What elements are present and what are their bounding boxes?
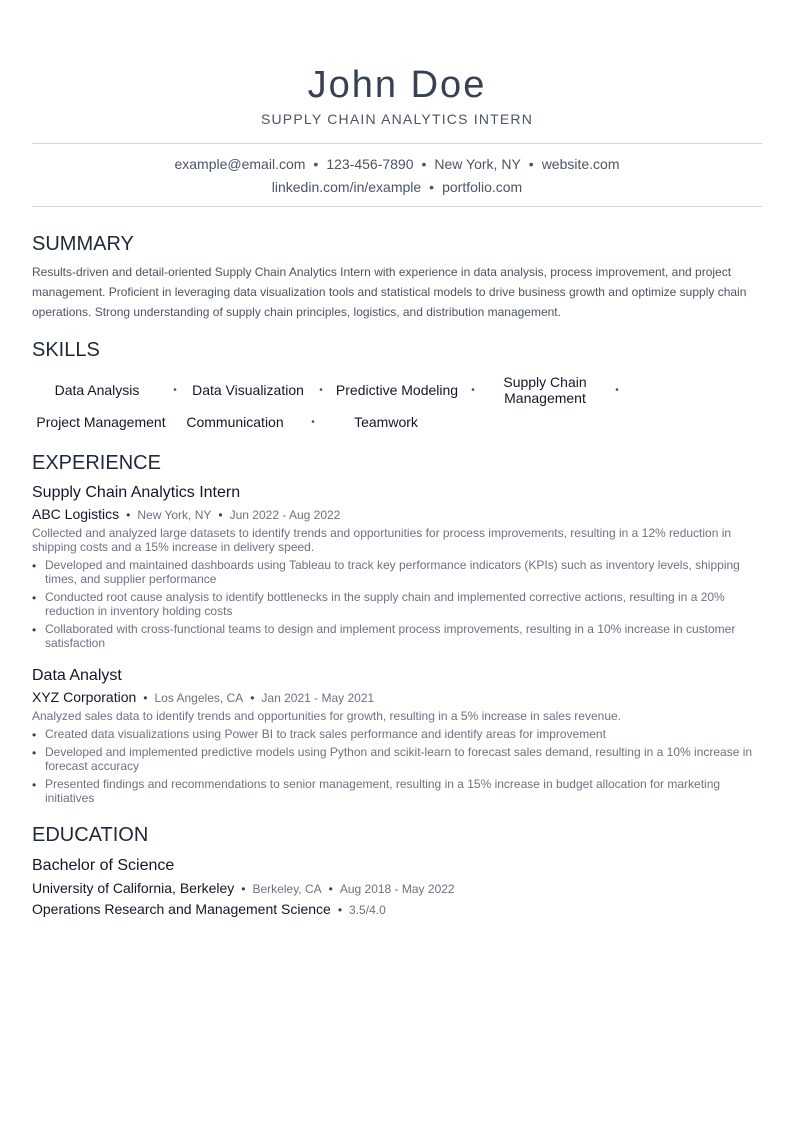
- skill-label: Data Visualization: [192, 382, 304, 398]
- job-bullet: • Developed and maintained dashboards using Tableau to track key performance indicators (KPIs) such as inventory levels, shipping times, and supplier performance: [32, 558, 762, 586]
- skill-label: Communication: [186, 414, 284, 430]
- job-location: New York, NY: [137, 508, 212, 522]
- contact-portfolio[interactable]: portfolio.com: [442, 179, 523, 195]
- meta-separator: •: [241, 882, 246, 896]
- job-meta: [32, 688, 762, 707]
- meta-separator: •: [328, 882, 333, 896]
- skill-label: Predictive Modeling: [335, 382, 459, 398]
- job-meta: [32, 505, 762, 524]
- degree-title: Bachelor of Science: [32, 857, 175, 874]
- contact-separator: •: [429, 179, 435, 195]
- experience-heading: EXPERIENCE: [32, 452, 161, 474]
- skill-label: Teamwork: [354, 414, 418, 430]
- summary-text: Results-driven and detail-oriented Supply Chain Analytics Intern with experience in data analysis, process improvement, and project management. Proficient in leveraging data visualization tools and statistical models to drive business growth and optimize supply chain operations. Strong understanding of supply chain principles, logistics, and distribution management.: [32, 265, 747, 319]
- school-name: University of California, Berkeley: [32, 880, 235, 896]
- skill-item: [334, 376, 486, 404]
- meta-separator: •: [337, 903, 343, 917]
- job-bullet: • Created data visualizations using Power BI to track sales performance and identify areas for improvement: [32, 727, 762, 741]
- summary-section: [32, 232, 762, 322]
- skill-label: Project Management: [36, 414, 166, 430]
- contact-separator: •: [421, 156, 427, 172]
- skill-separator: •: [311, 416, 315, 428]
- contact-line-1: [32, 153, 762, 176]
- contact-email[interactable]: example@email.com: [174, 156, 306, 172]
- job-target-title: SUPPLY CHAIN ANALYTICS INTERN: [260, 111, 534, 127]
- education-dates: Aug 2018 - May 2022: [339, 882, 455, 896]
- skill-separator: •: [615, 384, 619, 396]
- job-bullets: [32, 558, 762, 650]
- candidate-name: John Doe: [307, 64, 487, 106]
- skill-separator: •: [173, 384, 177, 396]
- job-bullet: • Presented findings and recommendations to senior management, resulting in a 15% increase in budget allocation for marketing initiatives: [32, 777, 762, 805]
- education-meta: [32, 878, 762, 899]
- experience-entry: [32, 666, 762, 805]
- contact-website[interactable]: website.com: [541, 156, 620, 172]
- contact-separator: •: [313, 156, 319, 172]
- skill-label: Data Analysis: [54, 382, 140, 398]
- job-title: Supply Chain Analytics Intern: [32, 484, 241, 501]
- company-name: ABC Logistics: [32, 506, 120, 522]
- job-dates: Jun 2022 - Aug 2022: [229, 508, 341, 522]
- major-name: Operations Research and Management Science: [32, 901, 331, 917]
- gpa-value: 3.5/4.0: [349, 903, 386, 917]
- meta-separator: •: [250, 691, 255, 705]
- skill-item: [170, 408, 326, 436]
- job-description: Analyzed sales data to identify trends and opportunities for growth, resulting in a 5% increase in sales revenue.: [32, 709, 622, 723]
- job-description: Collected and analyzed large datasets to identify trends and opportunities for process improvements, resulting in a 12% reduction in shipping costs and a 15% increase in delivery speed.: [32, 526, 732, 554]
- experience-section: [32, 451, 762, 805]
- skill-item: [32, 376, 188, 404]
- skills-heading: SKILLS: [32, 339, 100, 361]
- skill-item: [32, 408, 170, 436]
- meta-separator: •: [143, 691, 148, 705]
- skill-separator: •: [471, 384, 475, 396]
- meta-separator: •: [126, 508, 131, 522]
- education-section: [32, 823, 762, 920]
- contact-separator: •: [528, 156, 534, 172]
- skills-section: [32, 338, 762, 436]
- contact-linkedin[interactable]: linkedin.com/in/example: [271, 179, 422, 195]
- skill-item: [326, 408, 446, 436]
- contact-block: [32, 144, 762, 206]
- job-location: Los Angeles, CA: [154, 691, 244, 705]
- skill-separator: •: [319, 384, 323, 396]
- job-bullet: • Collaborated with cross-functional teams to design and implement process improvements, resulting in a 10% increase in customer satisfaction: [32, 622, 762, 650]
- company-name: XYZ Corporation: [32, 689, 137, 705]
- meta-separator: •: [218, 508, 223, 522]
- job-bullets: [32, 727, 762, 805]
- job-bullet: • Conducted root cause analysis to identify bottlenecks in the supply chain and implemented corrective actions, resulting in a 20% reduction in inventory holding costs: [32, 590, 762, 618]
- contact-phone[interactable]: 123-456-7890: [326, 156, 414, 172]
- resume-page: [32, 0, 762, 920]
- job-bullet: • Developed and implemented predictive models using Python and scikit-learn to forecast sales demand, resulting in a 10% increase in forecast accuracy: [32, 745, 762, 773]
- job-dates: Jan 2021 - May 2021: [261, 691, 375, 705]
- skill-label: Supply Chain Management: [503, 374, 587, 406]
- education-major-line: [32, 899, 762, 920]
- skill-item: [486, 372, 630, 408]
- school-location: Berkeley, CA: [252, 882, 322, 896]
- summary-heading: SUMMARY: [32, 233, 134, 255]
- experience-entry: [32, 483, 762, 650]
- skills-list: [32, 372, 762, 436]
- skill-item: [188, 376, 334, 404]
- education-heading: EDUCATION: [32, 824, 149, 846]
- job-title: Data Analyst: [32, 667, 122, 684]
- contact-location: New York, NY: [434, 156, 521, 172]
- divider-bottom: [32, 206, 762, 207]
- contact-line-2: [32, 176, 762, 199]
